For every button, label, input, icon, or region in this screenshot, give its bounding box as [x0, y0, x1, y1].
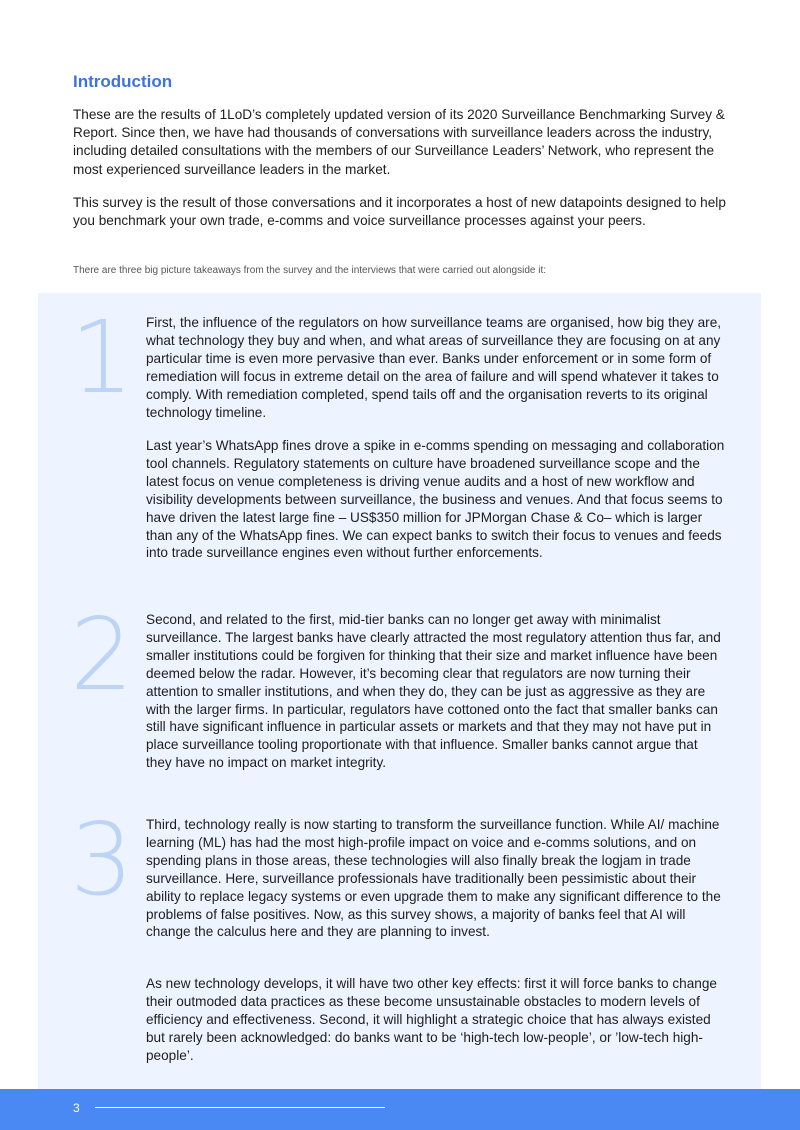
takeaway-3-paragraph-2: As new technology develops, it will have two other key effects: first it will force banks to change their outmoded data practices as these become unsustainable obstacles to modern levels of efficiency and effectiveness. Second, it will highlight a strategic choice that has always existed but rarely been acknowledged: do banks want to be ‘high-tech low-people’, or ’low-tech high-people’. — [146, 976, 717, 1063]
takeaway-number-2: 2 — [70, 596, 134, 713]
takeaway-1-paragraph-1: First, the influence of the regulators on how surveillance teams are organised, how big they are, what technology they buy and when, and what areas of surveillance they are focusing on at any particular time is even more pervasive than ever. Banks under enforcement or in some form of remediation will focus in extreme detail on the area of failure and will spend whatever it takes to comply. With remediation completed, spend tails off and the organisation reverts to its original technology timeline. — [146, 315, 722, 420]
takeaway-2-paragraph-1: Second, and related to the first, mid-tier banks can no longer get away with minimalist surveillance. The largest banks have clearly attracted the most regulatory attention thus far, and smaller institutions could be forgiven for thinking that their size and market influence have been deemed below the radar. However, it’s becoming clear that regulators are now turning their attention to smaller institutions, and when they do, they can be just as aggressive as they are with the larger firms. In particular, regulators have cottoned onto the fact that smaller banks can still have significant influence in particular assets or markets and that they may not have put in place surveillance tooling proportionate with that influence. Smaller banks cannot argue that they have no impact on market integrity. — [146, 612, 721, 771]
intro-paragraph-2: This survey is the result of those conversations and it incorporates a host of new datapoints designed to help you benchmark your own trade, e-comms and voice surveillance processes against your peers. — [73, 195, 726, 229]
takeaway-3-paragraph-1: Third, technology really is now starting to transform the surveillance function. While AI/ machine learning (ML) has had the most high-profile impact on voice and e-comms solutions, and on spending plans in those areas, these technologies will also finally break the logjam in trade surveillance. Here, surveillance professionals have traditionally been pessimistic about their ability to replace legacy systems or even upgrade them to make any significant difference to the problems of false positives. Now, as this survey shows, a majority of banks feel that AI will change the calculus here and they are planning to invest. — [146, 817, 721, 940]
takeaway-number-3: 3 — [70, 801, 134, 918]
intro-paragraph-1: These are the results of 1LoD’s completely updated version of its 2020 Surveillance Benchmarking Survey & Report. Since then, we have had thousands of conversations with surveillance leaders across the industry, including detailed consultations with the members of our Surveillance Leaders’ Network, who represent the most experienced surveillance leaders in the market. — [73, 107, 725, 177]
page-number: 3 — [73, 1101, 80, 1115]
footer-divider — [95, 1107, 385, 1108]
section-heading: Introduction — [73, 72, 173, 91]
takeaway-number-1: 1 — [70, 299, 134, 416]
takeaways-note: There are three big picture takeaways from the survey and the interviews that were carried out alongside it: — [73, 265, 547, 276]
takeaway-1-paragraph-2: Last year’s WhatsApp fines drove a spike in e-comms spending on messaging and collaboration tool channels. Regulatory statements on culture have broadened surveillance scope and the latest focus on venue completeness is driving venue audits and a host of new workflow and visibility developments between surveillance, the business and venues. And that focus seems to have driven the latest large fine – US$350 million for JPMorgan Chase & Co– which is larger than any of the WhatsApp fines. We can expect banks to switch their focus to venues and feeds into trade surveillance engines even without further enforcements. — [146, 438, 725, 561]
page-footer — [0, 1089, 800, 1130]
